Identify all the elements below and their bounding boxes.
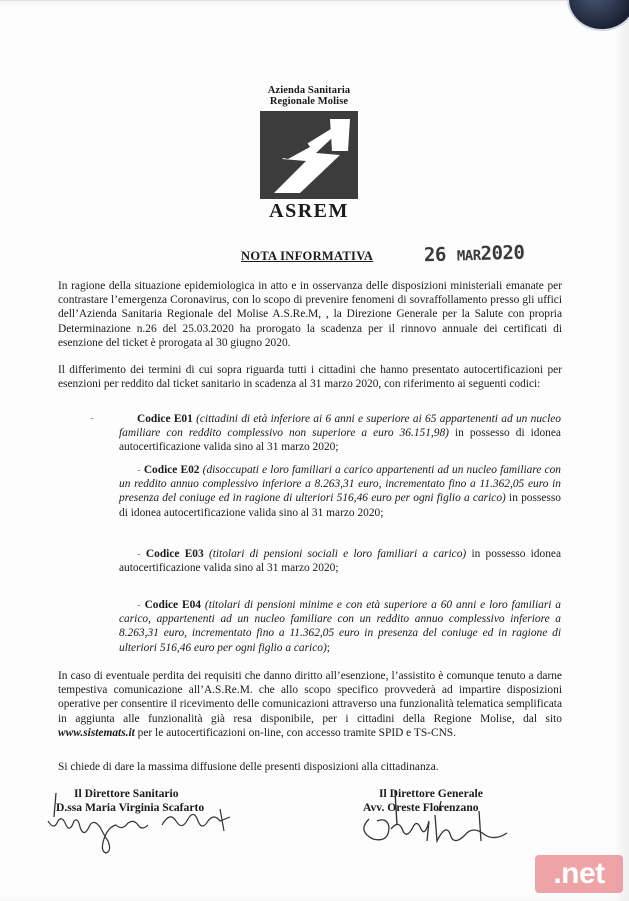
- signer-name: D.ssa Maria Virginia Scafarto: [56, 801, 205, 814]
- document-title: NOTA INFORMATIVA: [241, 249, 374, 263]
- sistemats-link[interactable]: www.sistemats.it: [58, 726, 135, 739]
- code-item-e04: - Codice E04 (titolari di pensioni minime e con età superiore a 60 anni e loro familiari a carico, appartenenti ad un nucleo familiare con un reddito annuo complessivo inferiore a 8.263,31 euro, incrementato fino a 11.362,05 euro in presenza del coniuge ed in ragione di ulteriori 516,46 euro per ogni figlio a carico);: [119, 599, 562, 654]
- code-item-e02: - Codice E02 (disoccupati e loro familiari a carico appartenenti ad un nucleo familiare con un reddito annuo complessivo inferiore a 8.263,31 euro, incrementato fino a 11.362,05 euro in presenza del coniuge ed in ragione di ulteriori 516,46 euro per ogni figlio a carico) in possesso di idonea autocertificazione valida sino al 31 marzo 2020;: [119, 464, 561, 519]
- code-label: Codice E04: [144, 599, 201, 611]
- bullet-dash: -: [90, 412, 94, 424]
- stamp-day: 26: [423, 243, 447, 267]
- code-item-e03: - Codice E03 (titolari di pensioni sociali e loro familiari a carico) in possesso idonea autocertificazione valida sino al 31 marzo 2020;: [119, 548, 562, 575]
- requirements-paragraph: [58, 669, 562, 740]
- asrem-logo: [255, 85, 363, 223]
- handwritten-signature-right: [355, 781, 525, 851]
- code-description: (cittadini di età inferiore ai 6 anni e superiore ai 65 appartenenti ad un nucleo familiare con reddito complessivo non superiore a euro 36.151,98): [119, 413, 561, 440]
- stamp-month: MAR: [456, 247, 481, 265]
- code-tail: in possesso di idonea autocertificazione valida sino al 31 marzo 2020;: [119, 492, 561, 519]
- code-label: Codice E02: [143, 464, 200, 476]
- handwritten-signature-left: [44, 791, 244, 861]
- date-stamp: [424, 242, 525, 267]
- deferral-paragraph: Il differimento dei termini di cui sopra riguarda tutti i cittadini che hanno presentato autocertificazioni per esenzioni per reddito dal ticket sanitario in scadenza al 31 marzo 2020, con riferimento ai seguenti codici:: [58, 364, 562, 391]
- code-label: Codice E01: [137, 413, 193, 425]
- intro-paragraph: In ragione della situazione epidemiologica in atto e in osservanza delle disposizioni ministeriali emanate per contrastare l’emergenza Coronavirus, con lo scopo di prevenire fenomeni di sovraffollamento presso gli uffici dell’Azienda Sanitaria Regionale del Molise A.S.Re.M, , la Direzione Generale per la Salute con propria Determinazione n.26 del 25.03.2020 ha prorogato la scadenza per il rinnovo annuale dei certificati di esenzione del ticket è prorogata al 30 giugno 2020.: [58, 280, 562, 349]
- watermark-badge: .net: [535, 855, 623, 893]
- org-name-line1: Azienda Sanitaria: [267, 85, 351, 96]
- signer-name: Avv. Oreste Florenzano: [363, 801, 479, 814]
- requirements-text-1: In caso di eventuale perdita dei requisiti che danno diritto all’esenzione, l’assistito è comunque tenuto a darne tempestiva comunicazione all’A.S.Re.M. che allo scopo specifico provvederà ad impartire disposizioni operative per consentire il ricevimento delle comunicazioni attraverso una funzionalità telematica semplificata in aggiunta alle funzionalità già resa disponibile, per i cittadini della Regione Molise, dal sito: [58, 670, 562, 725]
- brand-name: ASREM: [269, 200, 349, 222]
- code-tail: in possesso di idonea autocertificazione valida sino al 31 marzo 2020;: [119, 427, 561, 454]
- code-tail: ;: [326, 641, 330, 654]
- asrem-s-logo-icon: [260, 111, 358, 199]
- requirements-text-2: per le autocertificazioni on-line, con accesso tramite SPID e TS-CNS.: [134, 726, 456, 739]
- corner-avatar-photo: [567, 0, 629, 31]
- signer-role: Il Direttore Sanitario: [74, 787, 179, 800]
- code-tail: in possesso idonea autocertificazione valida sino al 31 marzo 2020;: [119, 548, 562, 575]
- stamp-year: 2020: [480, 241, 525, 265]
- code-description: (titolari di pensioni minime e con età superiore a 60 anni e loro familiari a carico, appartenenti ad un nucleo familiare con un reddito annuo complessivo inferiore a 8.263,31 euro, incrementato fino a 11.362,05 euro in presenza del coniuge ed in ragione di ulteriori 516,46 euro per ogni figlio a carico): [119, 599, 562, 654]
- title-row: [0, 241, 629, 269]
- code-label: Codice E03: [145, 548, 204, 560]
- signer-role: Il Direttore Generale: [379, 787, 483, 800]
- code-description: (titolari di pensioni sociali e loro familiari a carico): [208, 548, 467, 560]
- org-name-line2: Regionale Molise: [269, 96, 349, 107]
- closing-paragraph: Si chiede di dare la massima diffusione delle presenti disposizioni alla cittadinanza.: [58, 761, 439, 773]
- code-description: (disoccupati e loro familiari a carico appartenenti ad un nucleo familiare con un reddito annuo complessivo inferiore a 8.263,31 euro, incrementato fino a 11.362,05 euro in presenza del coniuge ed in ragione di ulteriori 516,46 euro per ogni figlio a carico): [119, 464, 561, 505]
- code-item-e01: [119, 412, 561, 455]
